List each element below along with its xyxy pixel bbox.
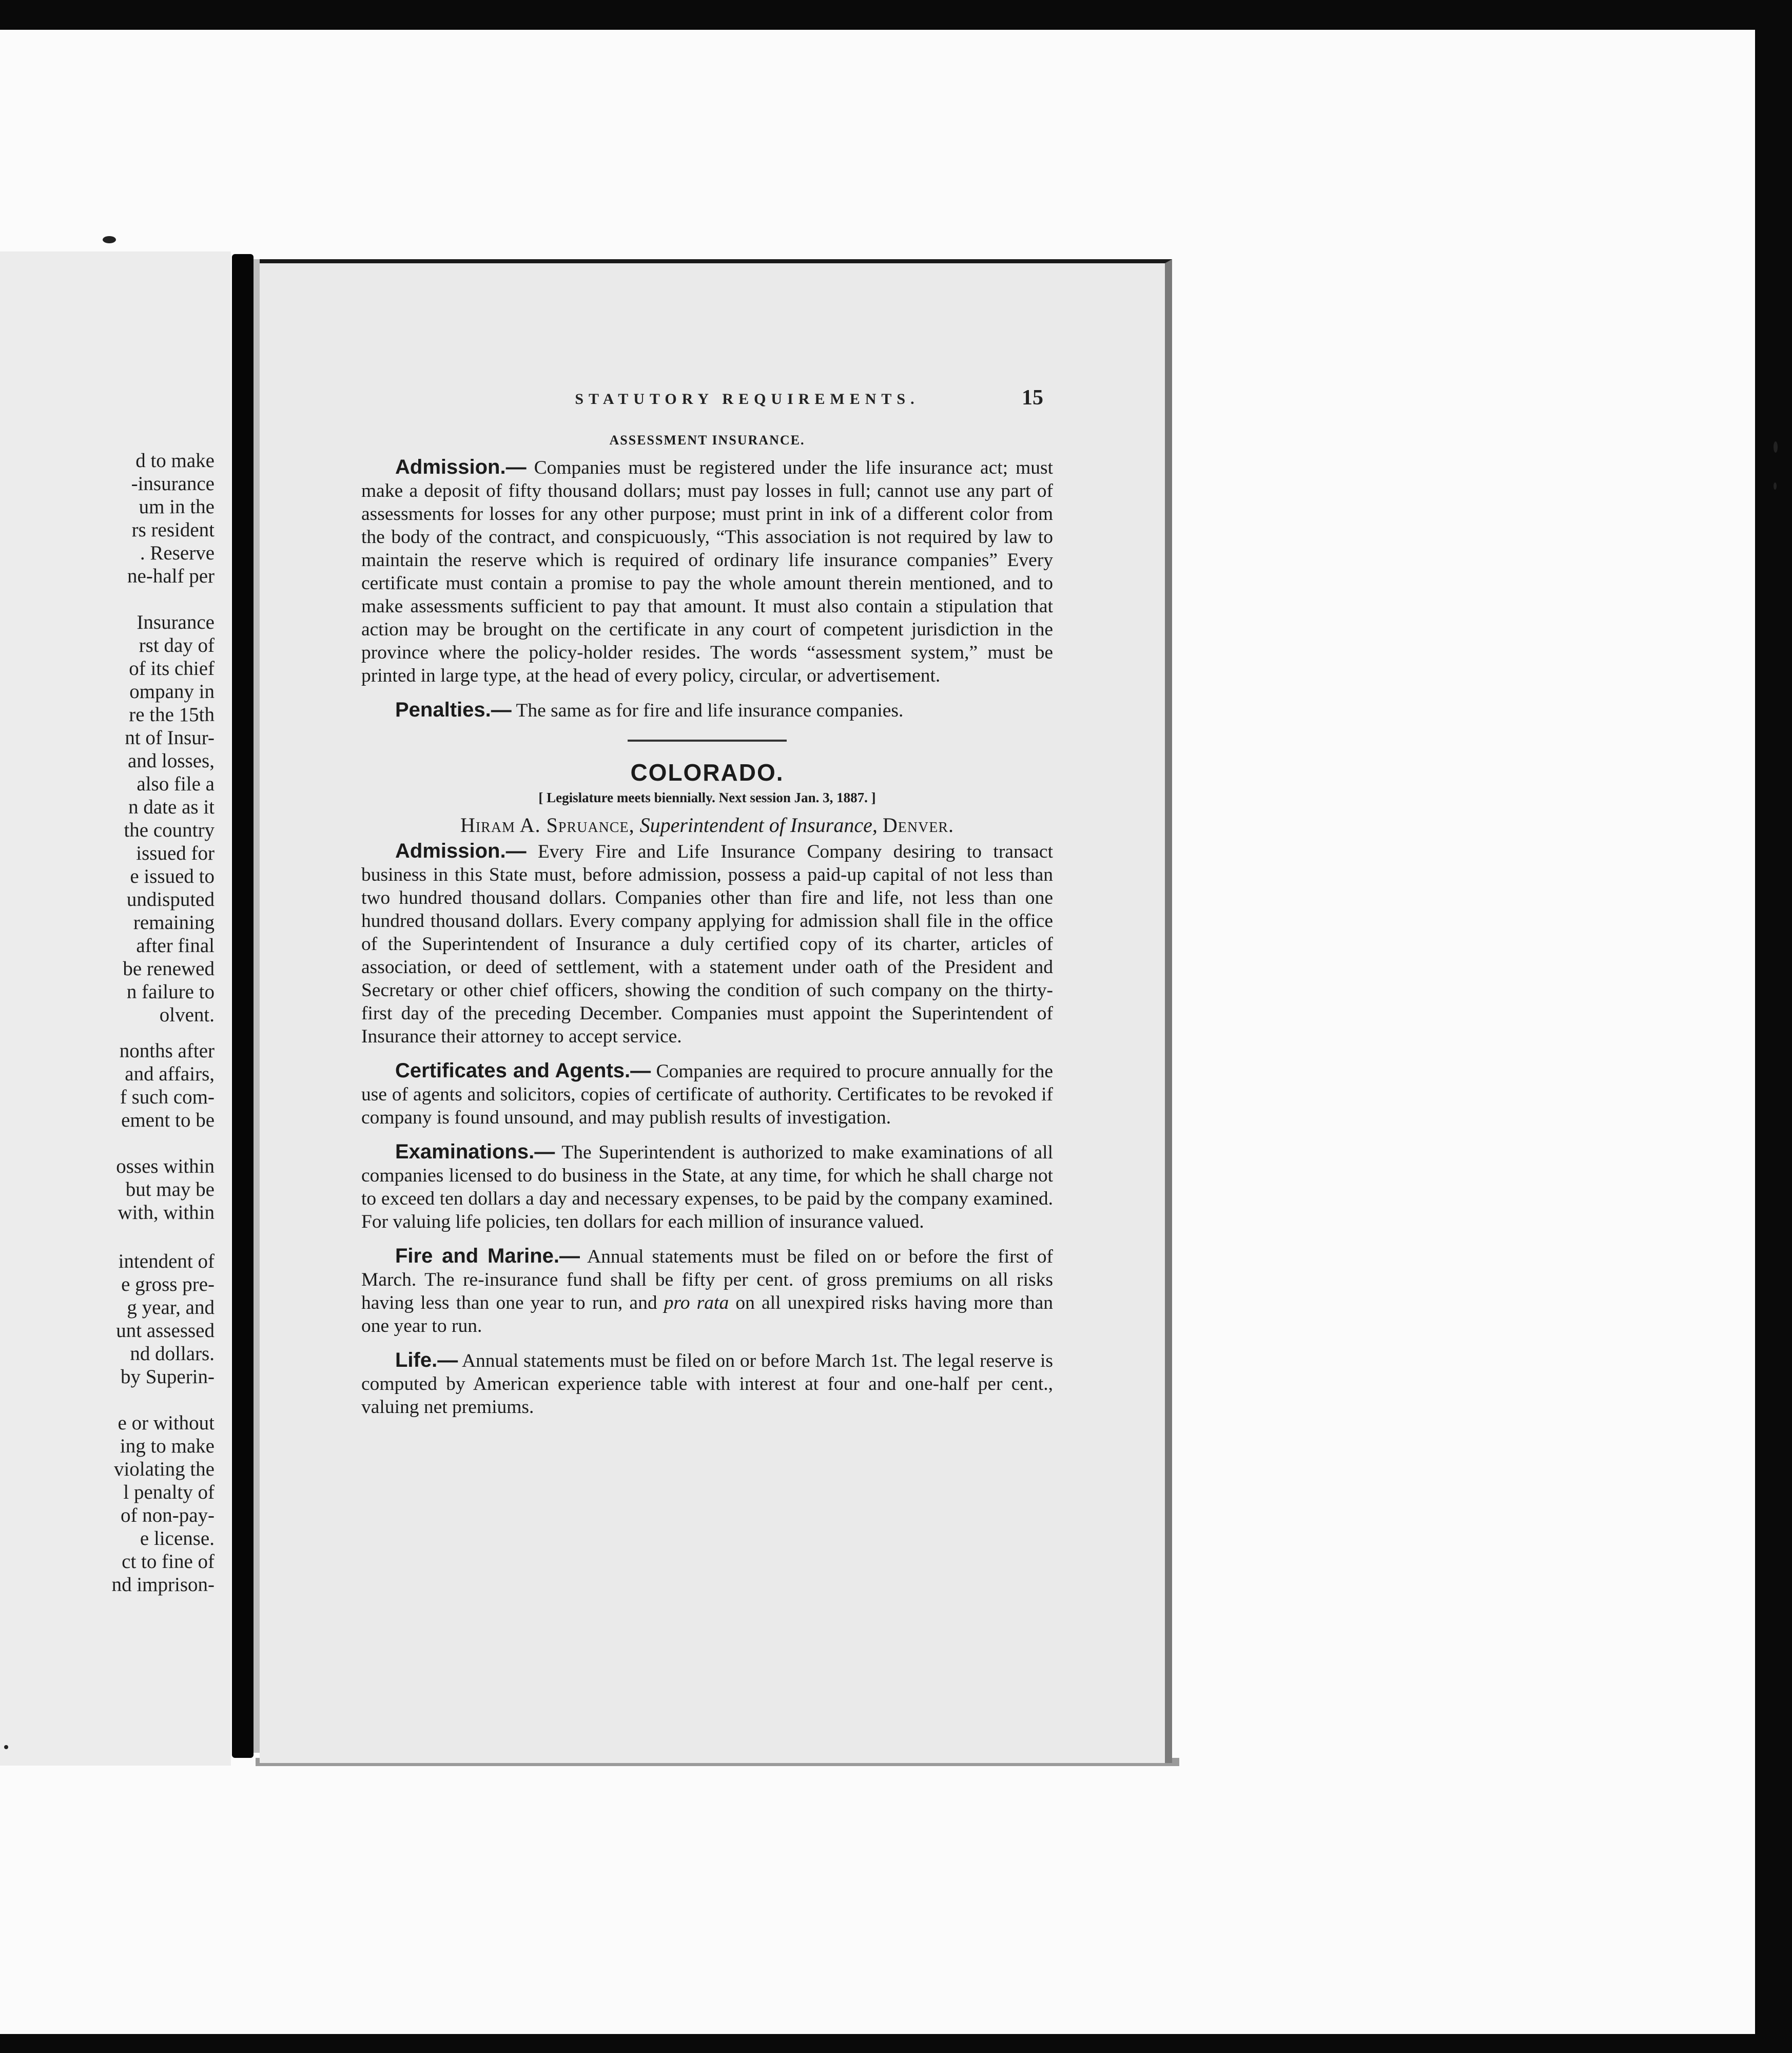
assessment-penalties-paragraph [361, 699, 1053, 722]
official-title: Superintendent of Insurance, [639, 814, 878, 837]
page-number: 15 [1022, 386, 1043, 410]
left-facing-page [0, 251, 231, 1766]
left-fragment: l penalty of [123, 1481, 215, 1503]
scan-speck [103, 236, 116, 243]
left-fragment: undisputed [126, 888, 215, 911]
left-fragment: rst day of [139, 634, 215, 656]
official-city: Denver. [882, 814, 955, 837]
superintendent-line [361, 814, 1053, 837]
legislature-note: [ Legislature meets biennially. Next session Jan. 3, 1887. ] [538, 790, 876, 805]
left-fragment: issued for [136, 842, 215, 864]
running-head: STATUTORY REQUIREMENTS. [575, 391, 920, 408]
left-fragment: rs resident [131, 519, 215, 541]
left-fragment: d to make [135, 450, 215, 472]
paragraph-lead: Penalties.— [395, 699, 512, 721]
left-fragment: re the 15th [129, 704, 215, 726]
left-fragment: olvent. [159, 1004, 215, 1026]
paragraph-lead: Admission.— [395, 840, 527, 862]
left-fragment: nd imprison- [111, 1574, 215, 1596]
book-spine [232, 254, 254, 1758]
left-fragment: be renewed [123, 958, 215, 980]
assessment-admission-paragraph [361, 456, 1053, 687]
official-name: Hiram A. Spruance, [460, 814, 635, 837]
document-page [260, 259, 1172, 1763]
left-fragment: of non-pay- [120, 1504, 215, 1526]
left-fragment: of its chief [129, 657, 215, 680]
scan-speck [4, 1745, 8, 1749]
left-fragment: with, within [118, 1202, 215, 1224]
left-fragment: osses within [116, 1155, 215, 1177]
section-divider [628, 740, 787, 742]
left-fragment: the country [124, 819, 215, 841]
colorado-life-paragraph [361, 1349, 1053, 1419]
left-fragment: also file a [137, 773, 215, 795]
left-fragment: nt of Insur- [125, 727, 215, 749]
left-fragment: g year, and [127, 1296, 215, 1319]
left-fragment: ne-half per [127, 565, 215, 587]
scan-speck [1774, 441, 1778, 453]
left-fragment: n failure to [126, 981, 215, 1003]
left-fragment: after final [136, 935, 215, 957]
paragraph-text: Companies must be registered under the life insurance act; must make a deposit of fifty thousand dollars; must pay losses in full; cannot use any part of assessments for losses for any other purpose; must print in ink of a different color from the body of the contract, and conspicuously, “This association is not required by law to maintain the reserve which is required of ordinary life insurance companies” Every certificate must contain a promise to pay the whole amount therein mentioned, and to make assessments sufficient to pay that amount. It must also contain a stipulation that action may be brought on the certificate in any court of competent jurisdiction in the province where the policy-holder resides. The words “assessment system,” must be printed in large type, at the head of every policy, circular, or advertisement. [361, 457, 1053, 686]
left-fragment: Insurance [137, 611, 215, 633]
left-fragment: ompany in [129, 681, 215, 703]
scan-speck [1774, 482, 1777, 490]
page-body [361, 429, 1053, 1430]
left-fragment: ing to make [120, 1435, 215, 1457]
left-fragment: ement to be [121, 1109, 215, 1131]
paragraph-lead: Life.— [395, 1349, 458, 1371]
left-fragment: n date as it [128, 796, 215, 818]
paragraph-text: Every Fire and Life Insurance Company desiring to transact business in this State must, before admission, possess a paid-up capital of not less than two hundred thousand dollars. Companies other than fire and life, not less than one hundred thousand dollars. Every company applying for admission shall file in the office of the Superintendent of Insurance a duly certified copy of its charter, articles of association, or deed of settlement, with a statement under oath of the President and Secretary or other chief officers, showing the condition of such company on the thirty-first day of the preceding December. Companies must appoint the Superintendent of Insurance their attorney to accept service. [361, 841, 1054, 1047]
left-fragment: and losses, [128, 750, 215, 772]
paragraph-text: on all unexpired risks having more than one year to run. [361, 1292, 1054, 1337]
paragraph-text: The same as for fire and life insurance companies. [516, 700, 904, 721]
colorado-fire-marine-paragraph [361, 1245, 1053, 1338]
left-fragment: e or without [118, 1412, 215, 1434]
colorado-examinations-paragraph [361, 1140, 1053, 1233]
left-fragment: f such com- [120, 1086, 215, 1108]
state-title: COLORADO. [630, 759, 784, 786]
paragraph-text: Annual statements must be filed on or before March 1st. The legal reserve is computed by American experience table with interest at four and one-half per cent., valuing net premiums. [361, 1350, 1053, 1418]
left-fragment: unt assessed [116, 1320, 215, 1342]
left-fragment: nonths after [119, 1040, 215, 1062]
paragraph-text: The Superintendent is authorized to make examinations of all companies licensed to do business in the State, at any time, for which he shall charge not to exceed ten dollars a day and necessary expenses, to be paid by the company examined. For valuing life policies, ten dollars for each million of insurance valued. [361, 1142, 1054, 1232]
paragraph-lead: Admission.— [395, 456, 527, 478]
left-fragment: -insurance [131, 473, 215, 495]
left-fragment: ct to fine of [122, 1551, 215, 1573]
left-fragment: e issued to [130, 865, 215, 887]
left-fragment: . Reserve [140, 542, 215, 564]
paragraph-text: Annual statements must be filed on or before the first of March. The re-insurance fund shall be fifty per cent. of gross premiums on all risks having less than one year to run, and [361, 1246, 1053, 1313]
section-heading: ASSESSMENT INSURANCE. [609, 433, 805, 448]
left-fragment: e gross pre- [121, 1273, 215, 1295]
left-fragment: and affairs, [125, 1063, 215, 1085]
colorado-admission-paragraph [361, 840, 1053, 1048]
paragraph-lead: Examinations.— [395, 1140, 555, 1163]
left-fragment: but may be [125, 1178, 215, 1200]
italic-term: pro rata [664, 1292, 729, 1313]
paragraph-text: Companies are required to procure annually for the use of agents and solicitors, copies of certificate of authority. Certificates to be revoked if company is found unsound, and may publish results of investigation. [361, 1061, 1054, 1128]
paragraph-lead: Certificates and Agents.— [395, 1059, 651, 1082]
colorado-certificates-paragraph [361, 1059, 1053, 1129]
left-fragment: remaining [133, 912, 215, 934]
left-fragment: nd dollars. [130, 1343, 215, 1365]
left-fragment: intendent of [118, 1250, 215, 1272]
paragraph-lead: Fire and Marine.— [395, 1245, 580, 1267]
left-fragment: e license. [140, 1527, 215, 1550]
left-fragment: violating the [113, 1458, 215, 1480]
left-fragment: um in the [139, 496, 215, 518]
left-fragment: by Superin- [120, 1366, 215, 1388]
